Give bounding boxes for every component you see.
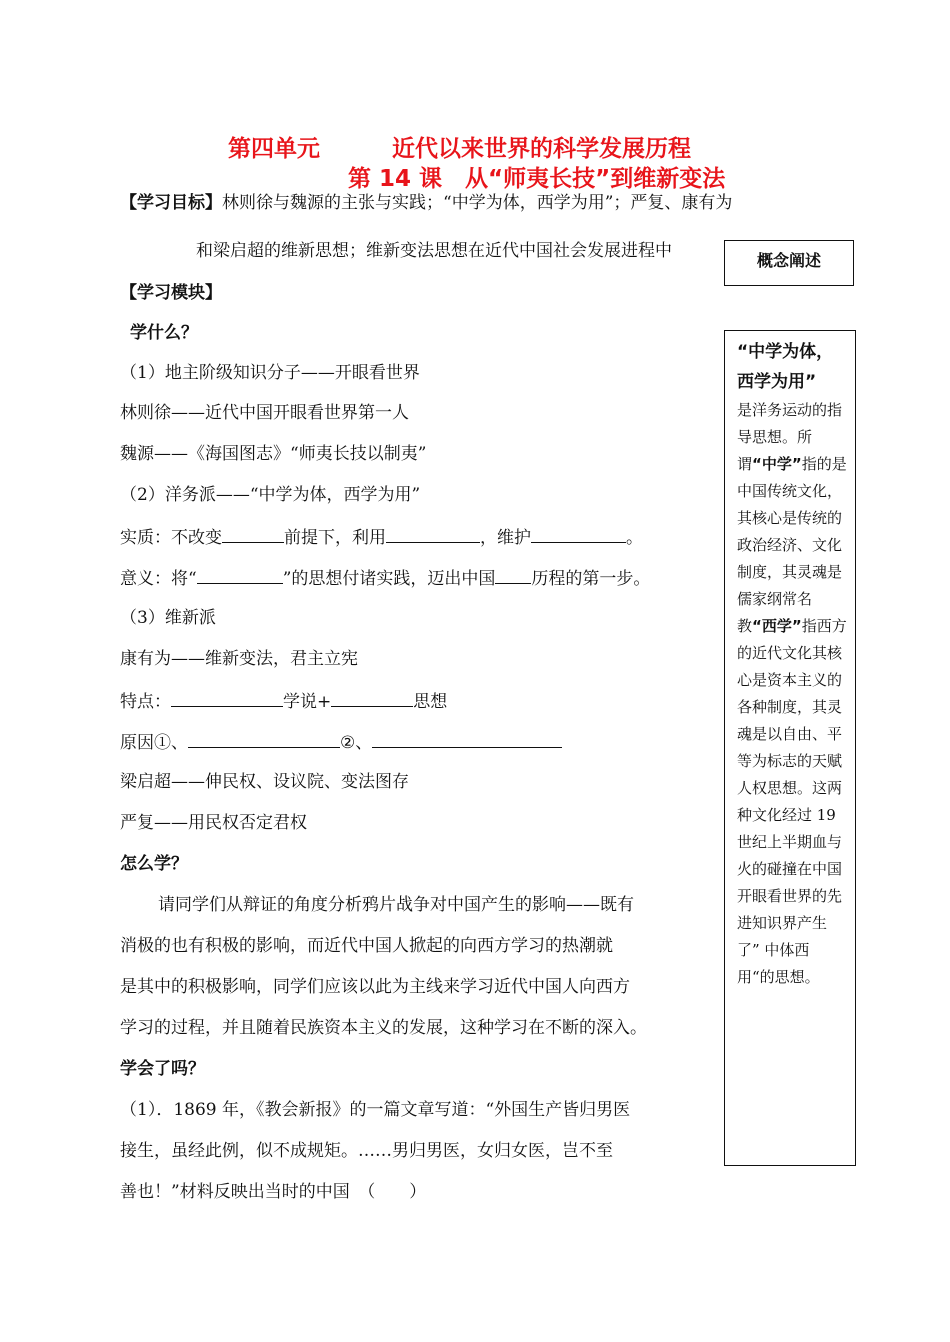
unit-label: 第四单元	[228, 136, 320, 162]
question-1-line: 接生，虽经此例，似不成规矩。……男归男医，女归女医，岂不至	[120, 1141, 613, 1161]
sidebar-heading-2: 西学为用”	[737, 372, 817, 392]
kang-youwei-line: 康有为——维新变法，君主立宪	[120, 649, 358, 669]
meaning-text-a: 意义：将“	[120, 569, 197, 589]
blank-field[interactable]	[331, 689, 413, 707]
sidebar-term-zhongxue: “中学”	[752, 455, 802, 473]
unit-title: 近代以来世界的科学发展历程	[392, 136, 691, 162]
meaning-text-b: ”的思想付诸实践，迈出中国	[282, 569, 496, 589]
how-heading: 怎么学？	[120, 854, 188, 874]
blank-field[interactable]	[531, 525, 626, 543]
how-paragraph-line: 是其中的积极影响，同学们应该以此为主线来学习近代中国人向西方	[120, 977, 630, 997]
wei-yuan-line: 魏源——《海国图志》“师夷长技以制夷”	[120, 444, 427, 464]
objectives-line2: 和梁启超的维新思想；维新变法思想在近代中国社会发展进程中	[196, 241, 672, 261]
feature-text-b: 学说+	[283, 692, 332, 712]
reason-text-a: 原因①、	[120, 733, 188, 753]
how-paragraph-line: 消极的也有积极的影响，而近代中国人掀起的向西方学习的热潮就	[120, 936, 613, 956]
objectives-text1: 林则徐与魏源的主张与实践；“中学为体，西学为用”；严复、康有为	[222, 193, 733, 213]
concept-box: 概念阐述	[724, 240, 854, 286]
lesson-title: 第 14 课 从“师夷长技”到维新变法	[348, 166, 726, 192]
section-2: （2）洋务派——“中学为体，西学为用”	[120, 485, 421, 505]
blank-field[interactable]	[188, 730, 340, 748]
liang-qichao-line: 梁启超——伸民权、设议院、变法图存	[120, 772, 409, 792]
yan-fu-line: 严复——用民权否定君权	[120, 813, 307, 833]
feature-text-a: 特点：	[120, 692, 171, 712]
lin-zexu-line: 林则徐——近代中国开眼看世界第一人	[120, 403, 409, 423]
reason-line	[120, 730, 562, 754]
feature-text-c: 思想	[413, 692, 448, 712]
blank-field[interactable]	[222, 525, 284, 543]
meaning-line	[120, 566, 650, 590]
sidebar-heading-1: “中学为体，	[737, 342, 834, 362]
blank-field[interactable]	[171, 689, 283, 707]
blank-field[interactable]	[372, 730, 562, 748]
section-1: （1）地主阶级知识分子——开眼看世界	[120, 363, 420, 383]
what-heading: 学什么？	[130, 323, 198, 343]
sidebar-text-3: 指西方的近代文化其核心是资本主义的各种制度，其灵魂是以自由、平等为标志的天赋人权思想。这两种文化经过 19 世纪上半期血与火的碰撞在中国开眼看世界的先进知识界产生了” 中体西用“的思想。	[737, 617, 847, 986]
sidebar-term-xixue: “西学”	[752, 617, 802, 635]
essence-text-c: ，维护	[480, 528, 531, 548]
section-3: （3）维新派	[120, 608, 216, 628]
objectives-label: 【学习目标】	[120, 193, 222, 213]
feature-line	[120, 689, 447, 713]
essence-text-b: 前提下，利用	[284, 528, 386, 548]
question-1-line: （1）．1869 年，《教会新报》的一篇文章写道：“外国生产皆归男医	[120, 1100, 631, 1120]
reason-text-b: ②、	[340, 733, 373, 753]
module-label: 【学习模块】	[120, 283, 222, 303]
blank-field[interactable]	[386, 525, 480, 543]
sidebar-text-2: 指的是中国传统文化，其核心是传统的政治经济、文化制度，其灵魂是儒家纲常名教	[737, 455, 847, 635]
concept-explanation-box	[724, 330, 856, 1166]
blank-field[interactable]	[197, 566, 283, 584]
sidebar-text-1: 是洋务运动的指导思想。所谓	[737, 401, 843, 473]
meaning-text-c: 历程的第一步。	[531, 569, 651, 589]
objectives-line1	[120, 192, 732, 214]
essence-line	[120, 525, 643, 549]
essence-text-a: 实质：不改变	[120, 528, 222, 548]
essence-text-d: 。	[626, 528, 643, 548]
how-paragraph-line: 学习的过程，并且随着民族资本主义的发展，这种学习在不断的深入。	[120, 1018, 647, 1038]
blank-field[interactable]	[495, 566, 531, 584]
learned-heading: 学会了吗？	[120, 1059, 205, 1079]
sidebar-body	[737, 397, 847, 991]
how-paragraph-line: 请同学们从辩证的角度分析鸦片战争对中国产生的影响——既有	[158, 895, 634, 915]
question-1-line: 善也！”材料反映出当时的中国 （ ）	[120, 1182, 427, 1202]
